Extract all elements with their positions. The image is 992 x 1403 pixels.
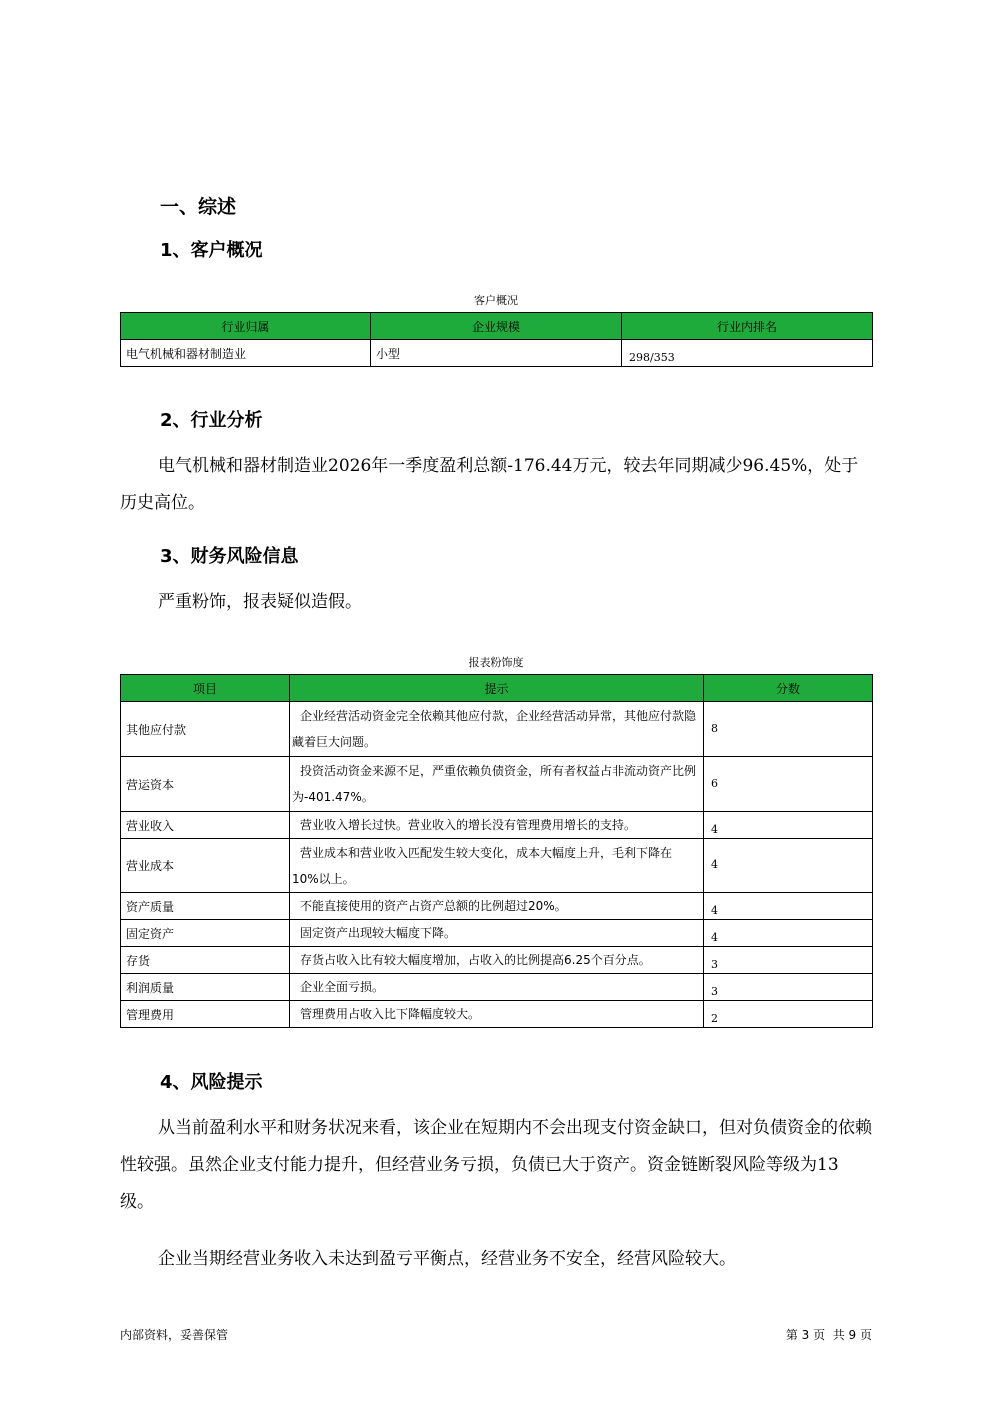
risk-header-score: 分数 [704,675,873,702]
customer-header-scale: 企业规模 [371,313,622,340]
risk-score: 3 [704,947,873,974]
risk-score: 4 [704,812,873,839]
operating-risk-text: 企业当期经营业务收入未达到盈亏平衡点，经营业务不安全，经营风险较大。 [158,1249,736,1269]
risk-item: 营业成本 [121,839,290,893]
table-row [121,812,873,839]
risk-hint: 企业经营活动资金完全依赖其他应付款，企业经营活动异常，其他应付款隐藏着巨大问题。 [290,702,704,757]
table-row [121,1001,873,1028]
risk-hint: 企业全面亏损。 [290,974,704,1001]
customer-header-industry: 行业归属 [121,313,371,340]
risk-item: 其他应付款 [121,702,290,757]
risk-item: 固定资产 [121,920,290,947]
industry-analysis-title: 2、行业分析 [160,410,263,431]
customer-scale: 小型 [371,340,622,367]
risk-hint: 固定资产出现较大幅度下降。 [290,920,704,947]
table-row [121,974,873,1001]
risk-score: 3 [704,974,873,1001]
customer-header-rank: 行业内排名 [622,313,873,340]
footer-confidential: 内部资料，妥善保管 [120,1328,229,1342]
customer-table [120,312,873,367]
customer-rank: 298/353 [622,340,873,367]
risk-score: 4 [704,839,873,893]
risk-hint: 投资活动资金来源不足，严重依赖负债资金，所有者权益占非流动资产比例为-401.47%。 [290,757,704,812]
risk-item: 资产质量 [121,893,290,920]
risk-hint: 存货占收入比有较大幅度增加，占收入的比例提高6.25个百分点。 [290,947,704,974]
finance-risk-text: 严重粉饰，报表疑似造假。 [158,592,362,612]
risk-item: 利润质量 [121,974,290,1001]
risk-table-caption: 报表粉饰度 [468,656,524,669]
risk-score: 6 [704,757,873,812]
customer-industry: 电气机械和器材制造业 [121,340,371,367]
risk-hint: 不能直接使用的资产占资产总额的比例超过20%。 [290,893,704,920]
table-row [121,839,873,893]
risk-warning-title: 4、风险提示 [160,1072,263,1093]
risk-item: 营业收入 [121,812,290,839]
industry-analysis-text: 电气机械和器材制造业2026年一季度盈利总额-176.44万元，较去年同期减少96.45%，处于历史高位。 [120,456,859,513]
table-row [121,947,873,974]
customer-table-caption: 客户概况 [474,294,518,307]
risk-table [120,674,873,1028]
finance-risk-title: 3、财务风险信息 [160,546,299,567]
risk-hint: 营业收入增长过快。营业收入的增长没有管理费用增长的支持。 [290,812,704,839]
risk-score: 4 [704,893,873,920]
risk-item: 管理费用 [121,1001,290,1028]
risk-score: 4 [704,920,873,947]
section-title: 一、综述 [160,196,237,218]
table-row [121,702,873,757]
risk-header-hint: 提示 [290,675,704,702]
risk-hint: 管理费用占收入比下降幅度较大。 [290,1001,704,1028]
risk-score: 8 [704,702,873,757]
risk-item: 存货 [121,947,290,974]
risk-item: 营运资本 [121,757,290,812]
risk-warning-text: 从当前盈利水平和财务状况来看，该企业在短期内不会出现支付资金缺口，但对负债资金的依赖性较强。虽然企业支付能力提升，但经营业务亏损，负债已大于资产。资金链断裂风险等级为13级。 [120,1118,872,1212]
table-row [121,757,873,812]
customer-overview-title: 1、客户概况 [160,240,263,261]
risk-score: 2 [704,1001,873,1028]
footer-page-number: 第 3 页 共 9 页 [785,1328,872,1342]
risk-header-item: 项目 [121,675,290,702]
table-row [121,920,873,947]
table-row [121,893,873,920]
risk-hint: 营业成本和营业收入匹配发生较大变化，成本大幅度上升，毛利下降在10%以上。 [290,839,704,893]
